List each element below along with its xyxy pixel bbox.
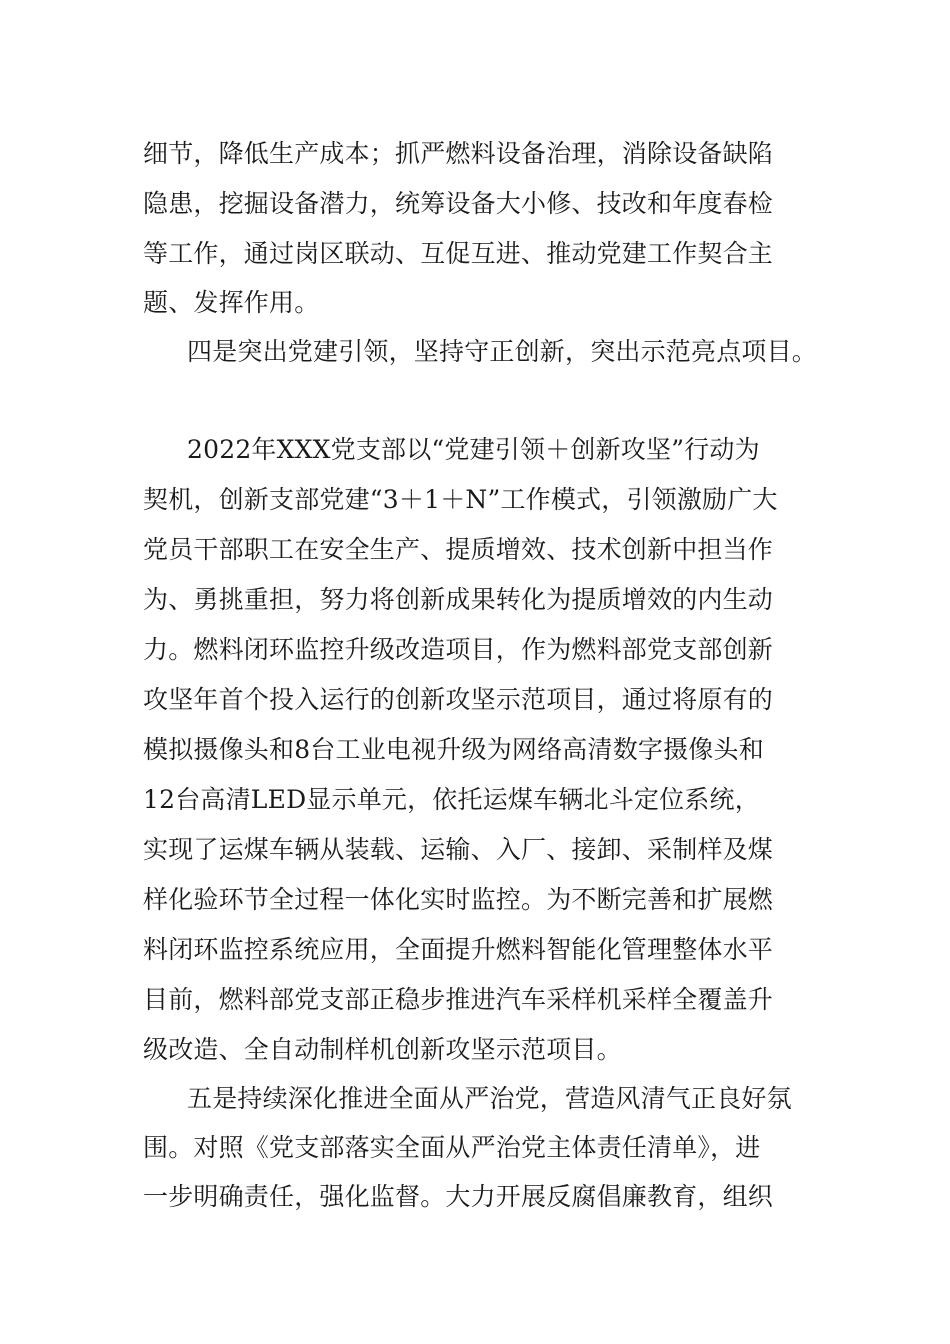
text-line: 12台高清LED显示单元，依托运煤车辆北斗定位系统， (143, 785, 760, 814)
section-heading: 五是持续深化推进全面从严治党，营造风清气正良好氛 (187, 1084, 792, 1113)
text-line: 实现了运煤车辆从装载、运输、入厂、接卸、采制样及煤 (143, 835, 774, 864)
text-line: 模拟摄像头和8台工业电视升级为网络高清数字摄像头和 (143, 735, 764, 764)
text-line: 等工作，通过岗区联动、互促互进、推动党建工作契合主 (143, 239, 774, 268)
text-line: 攻坚年首个投入运行的创新攻坚示范项目，通过将原有的 (143, 685, 774, 714)
text-line: 隐患，挖掘设备潜力，统筹设备大小修、技改和年度春检 (143, 189, 774, 218)
text-line: 契机，创新支部党建“3＋1＋N”工作模式，引领激励广大 (143, 485, 778, 514)
text-line: 目前，燃料部党支部正稳步推进汽车采样机采样全覆盖升 (143, 985, 774, 1014)
text-line: 2022年XXX党支部以“党建引领＋创新攻坚”行动为 (187, 435, 760, 464)
text-line: 一步明确责任，强化监督。大力开展反腐倡廉教育，组织 (143, 1182, 774, 1211)
text-line: 力。燃料闭环监控升级改造项目，作为燃料部党支部创新 (143, 635, 774, 664)
text-line: 围。对照《党支部落实全面从严治党主体责任清单》，进 (143, 1133, 761, 1162)
text-line: 题、发挥作用。 (143, 288, 320, 317)
text-line: 为、勇挑重担，努力将创新成果转化为提质增效的内生动 (143, 585, 774, 614)
text-line: 样化验环节全过程一体化实时监控。为不断完善和扩展燃 (143, 885, 774, 914)
text-line: 料闭环监控系统应用，全面提升燃料智能化管理整体水平 (143, 935, 774, 964)
text-line: 细节，降低生产成本；抓严燃料设备治理，消除设备缺陷 (143, 139, 774, 168)
section-heading: 四是突出党建引领，坚持守正创新，突出示范亮点项目。 (187, 337, 818, 366)
text-line: 党员干部职工在安全生产、提质增效、技术创新中担当作 (143, 535, 774, 564)
text-line: 级改造、全自动制样机创新攻坚示范项目。 (143, 1035, 622, 1064)
